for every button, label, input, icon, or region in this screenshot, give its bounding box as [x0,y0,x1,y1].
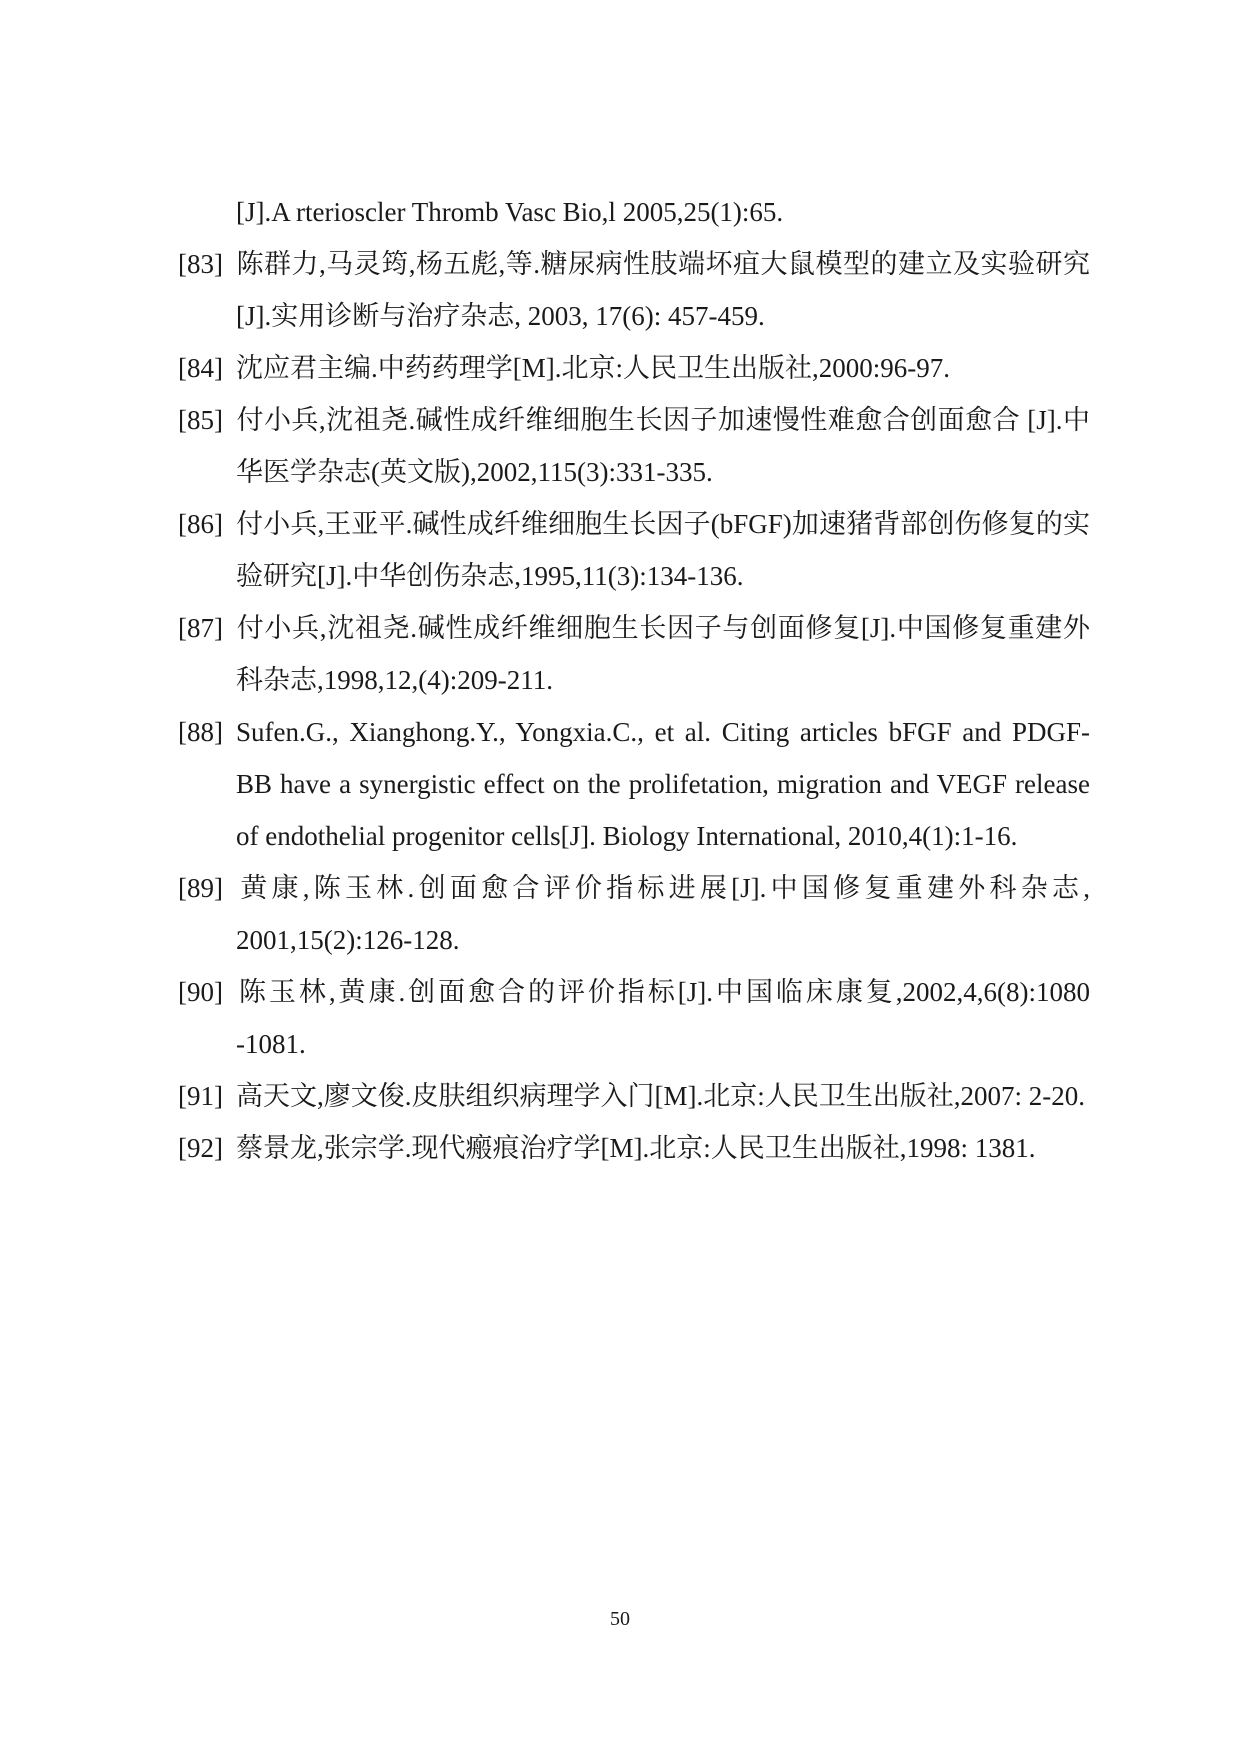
reference-entry [178,602,1090,706]
reference-text: 黄康,陈玉林.创面愈合评价指标进展[J].中国修复重建外科杂志, 2001,15(2):126-128. [236,873,1090,955]
reference-entry [178,342,1090,394]
reference-number: [89] [178,873,223,903]
reference-number: [92] [178,1133,223,1163]
reference-entry [178,1122,1090,1174]
reference-continuation: [J].A rterioscler Thromb Vasc Bio,l 2005,25(1):65. [236,197,784,227]
reference-text: 付小兵,沈祖尧.碱性成纤维细胞生长因子与创面修复[J].中国修复重建外科杂志,1998,12,(4):209-211. [236,613,1090,695]
reference-entry [178,394,1090,498]
reference-number: [90] [178,977,223,1007]
reference-text: 蔡景龙,张宗学.现代瘢痕治疗学[M].北京:人民卫生出版社,1998: 1381. [236,1133,1036,1163]
reference-text: 付小兵,王亚平.碱性成纤维细胞生长因子(bFGF)加速猪背部创伤修复的实验研究[J].中华创伤杂志,1995,11(3):134-136. [236,509,1090,591]
reference-text: 高天文,廖文俊.皮肤组织病理学入门[M].北京:人民卫生出版社,2007: 2-20. [236,1081,1085,1111]
reference-number: [87] [178,613,223,643]
reference-text: 陈群力,马灵筠,杨五彪,等.糖尿病性肢端坏疽大鼠模型的建立及实验研究[J].实用诊断与治疗杂志, 2003, 17(6): 457-459. [236,249,1090,331]
reference-text: Sufen.G., Xianghong.Y., Yongxia.C., et al. Citing articles bFGF and PDGF-BB have a synergistic effect on the prolifetation, migration and VEGF release of endothelial progenitor cells[J]. Biology International, 2010,4(1):1-16. [236,717,1090,851]
page-number: 50 [610,1608,630,1630]
reference-text: 陈玉林,黄康.创面愈合的评价指标[J].中国临床康复,2002,4,6(8):1080 -1081. [236,977,1090,1059]
reference-number: [85] [178,405,223,435]
reference-text: 沈应君主编.中药药理学[M].北京:人民卫生出版社,2000:96-97. [236,353,950,383]
reference-entry [178,498,1090,602]
reference-number: [83] [178,249,223,279]
reference-text: 付小兵,沈祖尧.碱性成纤维细胞生长因子加速慢性难愈合创面愈合 [J].中华医学杂志(英文版),2002,115(3):331-335. [236,405,1090,487]
reference-number: [88] [178,717,223,747]
reference-entry [178,966,1090,1070]
reference-entry [178,706,1090,862]
reference-number: [86] [178,509,223,539]
reference-list [178,186,1090,1174]
reference-number: [84] [178,353,223,383]
reference-entry [178,862,1090,966]
reference-number: [91] [178,1081,223,1111]
reference-entry [178,238,1090,342]
reference-entry [178,1070,1090,1122]
